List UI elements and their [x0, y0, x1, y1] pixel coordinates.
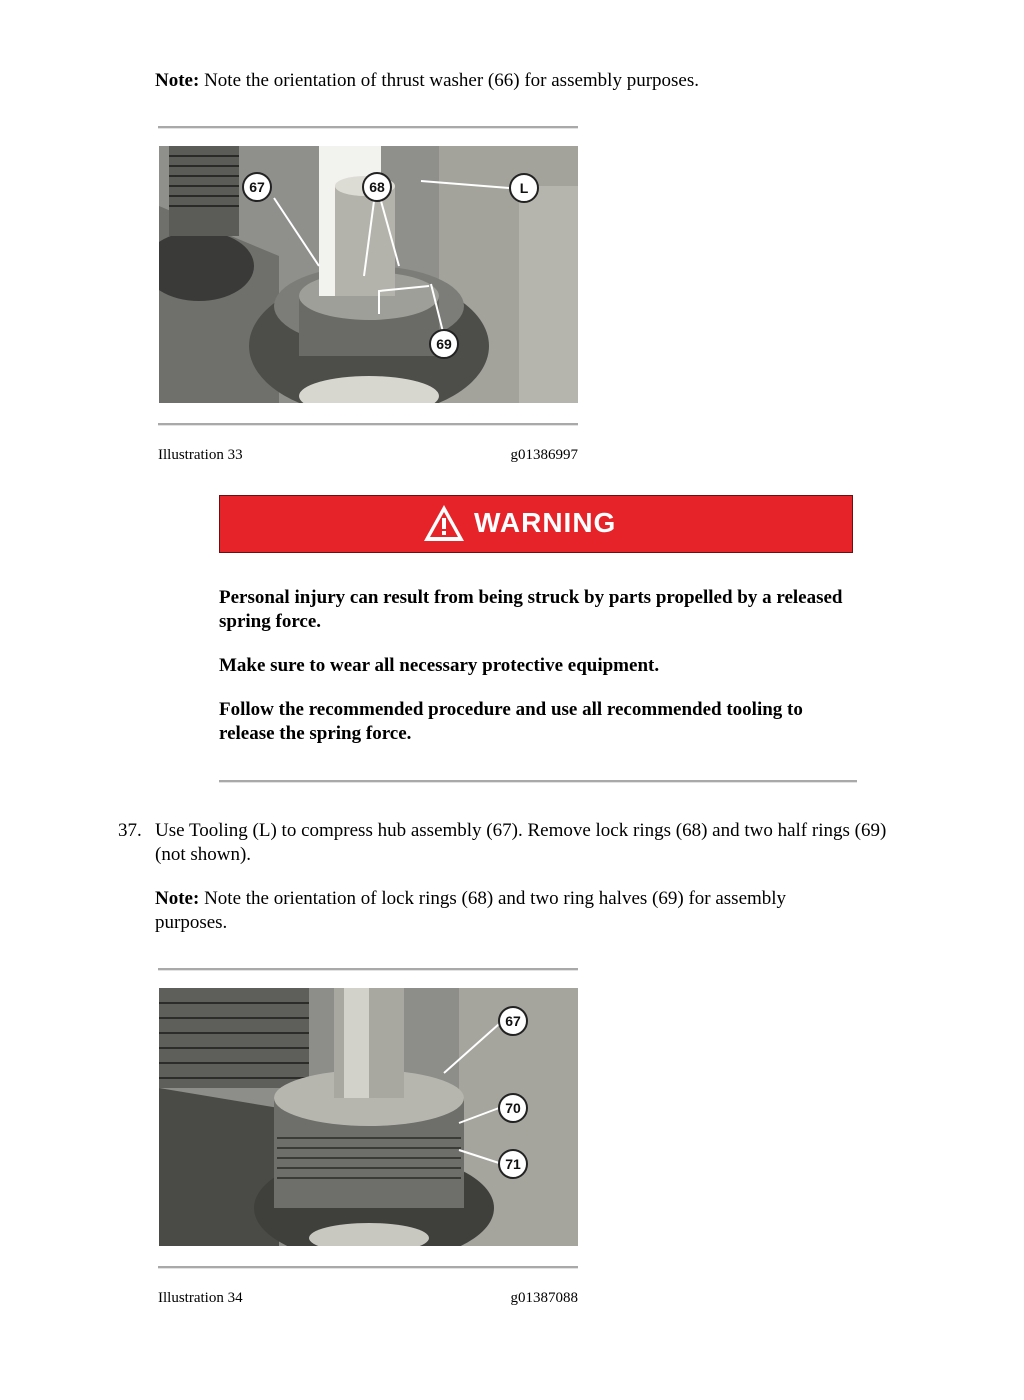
step-number: 37. — [118, 820, 142, 841]
note-lock-rings — [155, 887, 855, 935]
warning-word: WARNING — [474, 507, 617, 538]
callout-70: 70 — [505, 1100, 521, 1116]
illustration-34-caption: Illustration 34 — [158, 1290, 243, 1306]
illustration-34-bottom-rule — [158, 1266, 578, 1269]
illustration-33-code: g01386997 — [510, 447, 578, 463]
note-thrust-washer — [155, 69, 915, 93]
callout-67: 67 — [249, 179, 265, 195]
illustration-34-top-rule — [158, 968, 578, 971]
note-text: Note the orientation of thrust washer (66) for assembly purposes. — [199, 70, 699, 91]
callout-67: 67 — [505, 1013, 521, 1029]
illustration-34-photo — [159, 988, 578, 1246]
warning-paragraph: Make sure to wear all necessary protective equipment. — [219, 655, 660, 676]
illustration-33-caption: Illustration 33 — [158, 447, 243, 463]
illustration-33-bottom-rule — [158, 423, 578, 426]
callout-L: L — [519, 180, 529, 196]
illustration-33-top-rule — [158, 126, 578, 129]
callout-71: 71 — [505, 1156, 521, 1172]
callout-69: 69 — [436, 336, 452, 352]
illustration-33-photo — [159, 146, 578, 403]
warning-paragraph: Follow the recommended procedure and use all recommended tooling to release the spring force. — [219, 699, 803, 744]
note-text: Note the orientation of lock rings (68) and two ring halves (69) for assembly purposes. — [155, 888, 787, 933]
warning-paragraph: Personal injury can result from being struck by parts propelled by a released spring force. — [219, 587, 843, 632]
illustration-34-code: g01387088 — [510, 1290, 578, 1306]
note-label: Note: — [155, 70, 200, 91]
note-label: Note: — [155, 888, 200, 909]
callout-68: 68 — [369, 179, 385, 195]
step-37-text: Use Tooling (L) to compress hub assembly (67). Remove lock rings (68) and two half rings (69) (not shown). — [155, 820, 887, 865]
warning-bottom-rule — [219, 780, 857, 783]
warning-triangle-icon — [422, 503, 466, 543]
